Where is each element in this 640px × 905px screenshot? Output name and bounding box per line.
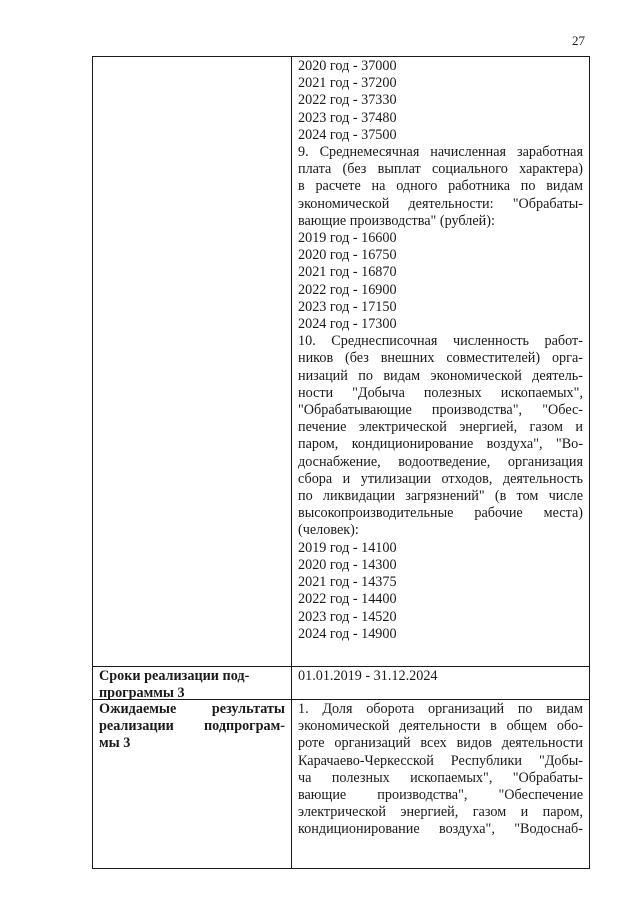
text-line: 2023 год - 14520 [298, 608, 397, 625]
text-line: 9. Среднемесячная начисленная заработная [298, 144, 583, 161]
text-line: печение электрической энергией, газом и [298, 419, 583, 436]
text-line: 2024 год - 37500 [298, 126, 397, 143]
text-line: 2021 год - 14375 [298, 574, 397, 591]
text-line: 2021 год - 37200 [298, 75, 397, 92]
period-label-cell [99, 668, 285, 702]
text-line: ников (без внешних совместителей) орга- [298, 350, 583, 367]
document-table [92, 56, 590, 869]
text-line: низаций по видам экономической деятель- [298, 367, 583, 384]
text-line: Ожидаемые результаты [99, 701, 285, 717]
text-line: 2019 год - 14100 [298, 539, 397, 556]
text-line: 2022 год - 16900 [298, 281, 397, 298]
text-line: "Обрабатывающие производства", "Обес- [298, 402, 583, 419]
text-line: кондиционирование воздуха", "Водоснаб- [298, 821, 583, 838]
text-line: ности "Добыча полезных ископаемых", [298, 384, 583, 401]
text-line: доснабжение, водоотведение, организация [298, 453, 583, 470]
page-number: 27 [572, 33, 585, 48]
text-line: Карачаево-Черкесской Республики "Добы- [298, 752, 583, 769]
text-line: 2020 год - 16750 [298, 247, 397, 264]
column-divider [291, 57, 292, 868]
text-line: по ликвидации загрязнений" (в том числе [298, 488, 583, 505]
row-divider [93, 666, 589, 667]
text-line: роте организаций всех видов деятельности [298, 735, 583, 752]
text-line: электрической энергией, газом и паром, [298, 804, 583, 821]
text-line: 10. Среднесписочная численность работ- [298, 333, 583, 350]
text-line: 2024 год - 17300 [298, 316, 397, 333]
text-line: (человек): [298, 522, 359, 539]
text-line: в расчете на одного работника по видам [298, 178, 583, 195]
text-line: реализации подпрограм- [99, 718, 285, 735]
text-line: 1. Доля оборота организаций по видам [298, 701, 583, 717]
text-line: 2022 год - 14400 [298, 591, 397, 608]
text-line: 2023 год - 17150 [298, 298, 397, 315]
text-line: 2022 год - 37330 [298, 92, 397, 109]
text-line: мы 3 [99, 735, 131, 752]
text-line: высокопроизводительные рабочие места) [298, 505, 583, 522]
results-label-cell [99, 701, 285, 753]
text-line: плата (без выплат социального характера) [298, 161, 583, 178]
indicators-continued-cell [298, 58, 583, 643]
text-line: 2023 год - 37480 [298, 109, 397, 126]
text-line: экономической деятельности: "Обрабаты- [298, 195, 583, 212]
text-line: экономической деятельности в общем обо- [298, 718, 583, 735]
results-value-cell [298, 701, 583, 839]
text-line: сбора и утилизации отходов, деятельность [298, 470, 583, 487]
period-value-cell [298, 668, 583, 685]
text-line: 2020 год - 37000 [298, 58, 397, 74]
text-line: 01.01.2019 - 31.12.2024 [298, 668, 438, 684]
text-line: 2021 год - 16870 [298, 264, 397, 281]
text-line: ча полезных ископаемых", "Обрабаты- [298, 769, 583, 786]
text-line: 2024 год - 14900 [298, 625, 397, 642]
text-line: 2020 год - 14300 [298, 556, 397, 573]
text-line: программы 3 [99, 685, 185, 702]
text-line: вающие производства" (рублей): [298, 212, 495, 229]
text-line: паром, кондиционирование воздуха", "Во- [298, 436, 583, 453]
text-line: вающие производства", "Обеспечение [298, 787, 583, 804]
text-line: Сроки реализации под- [99, 668, 250, 684]
text-line: 2019 год - 16600 [298, 230, 397, 247]
